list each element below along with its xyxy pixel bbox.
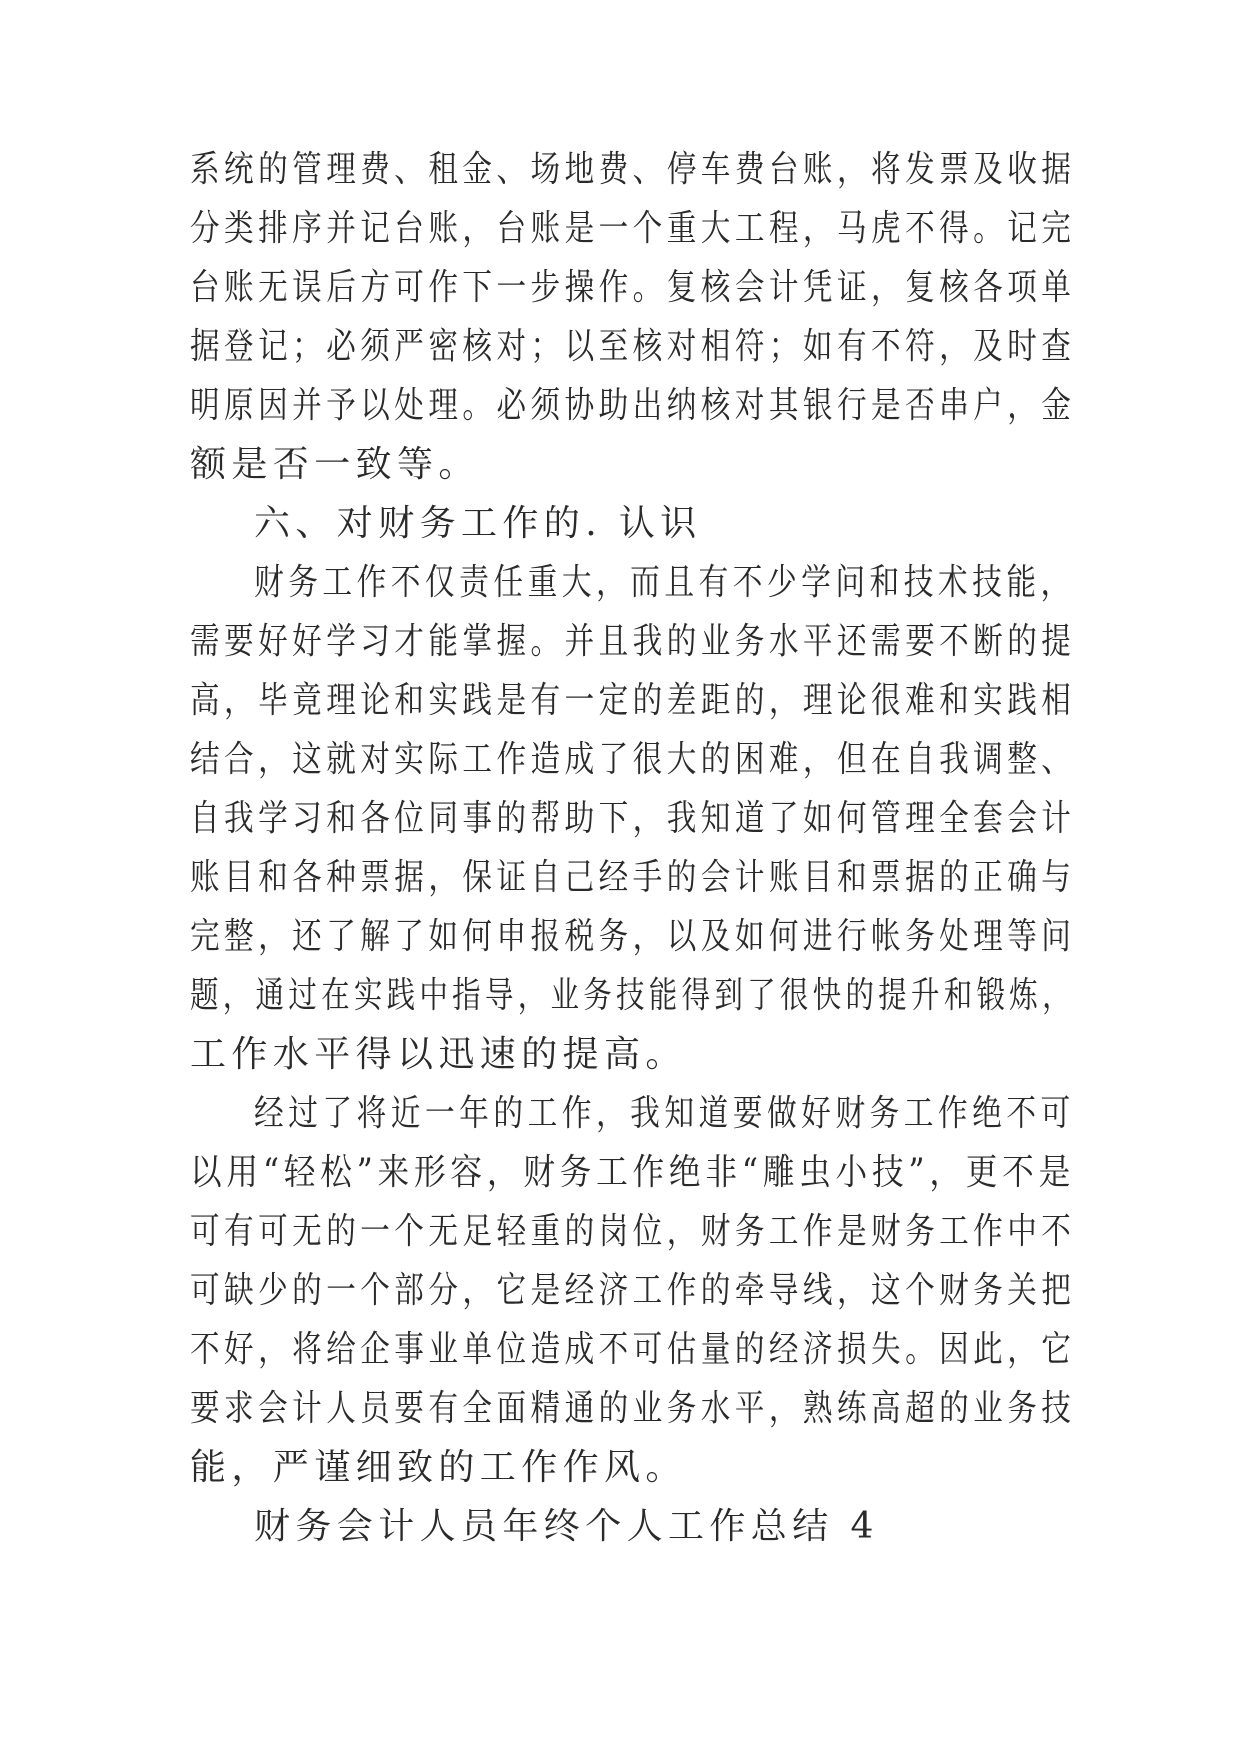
text-line: 完整，还了解了如何申报税务，以及如何进行帐务处理等问	[190, 916, 1076, 957]
text-line: 财务工作不仅责任重大，而且有不少学问和技术技能，	[254, 562, 1075, 603]
section-heading: 六、对财务工作的. 认识	[254, 503, 702, 544]
section-heading: 财务会计人员年终个人工作总结 4	[254, 1506, 879, 1547]
text-line: 需要好好学习才能掌握。并且我的业务水平还需要不断的提	[190, 621, 1076, 662]
text-line: 额是否一致等。	[190, 444, 480, 485]
text-line: 要求会计人员要有全面精通的业务水平，熟练高超的业务技	[190, 1388, 1076, 1429]
text-line: 明原因并予以处理。必须协助出纳核对其银行是否串户，金	[190, 385, 1076, 426]
text-line: 能，严谨细致的工作作风。	[190, 1447, 687, 1488]
text-line: 工作水平得以迅速的提高。	[190, 1034, 687, 1075]
text-line: 不好，将给企事业单位造成不可估量的经济损失。因此，它	[190, 1329, 1076, 1370]
text-line: 可缺少的一个部分，它是经济工作的牵导线，这个财务关把	[190, 1270, 1076, 1311]
text-line: 可有可无的一个无足轻重的岗位，财务工作是财务工作中不	[190, 1211, 1076, 1252]
text-line: 以用“轻松”来形容，财务工作绝非“雕虫小技”，更不是	[190, 1152, 1076, 1193]
text-line: 系统的管理费、租金、场地费、停车费台账，将发票及收据	[190, 149, 1076, 190]
text-line: 高，毕竟理论和实践是有一定的差距的，理论很难和实践相	[190, 680, 1076, 721]
text-line: 结合，这就对实际工作造成了很大的困难，但在自我调整、	[190, 739, 1076, 780]
text-line: 账目和各种票据，保证自己经手的会计账目和票据的正确与	[190, 857, 1076, 898]
text-line: 据登记；必须严密核对；以至核对相符；如有不符，及时查	[190, 326, 1076, 367]
text-line: 台账无误后方可作下一步操作。复核会计凭证，复核各项单	[190, 267, 1076, 308]
text-line: 题，通过在实践中指导，业务技能得到了很快的提升和锻炼，	[190, 975, 1075, 1016]
text-line: 经过了将近一年的工作，我知道要做好财务工作绝不可	[254, 1093, 1075, 1134]
text-line: 分类排序并记台账，台账是一个重大工程，马虎不得。记完	[190, 208, 1076, 249]
text-line: 自我学习和各位同事的帮助下，我知道了如何管理全套会计	[190, 798, 1076, 839]
